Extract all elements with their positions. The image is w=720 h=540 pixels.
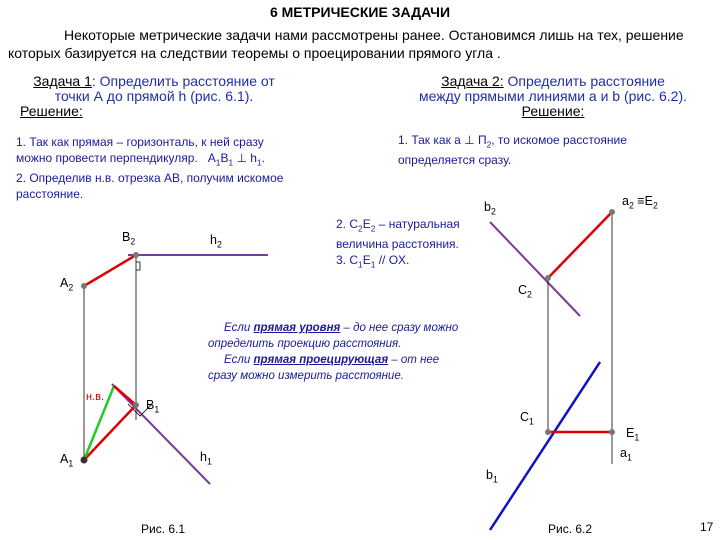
label-e1: $E_1$ xyxy=(626,426,640,443)
task2-step1: 1. Так как a ⊥ $П_2$, то искомое расстояние определяется сразу. xyxy=(398,133,627,168)
page-title: 6 МЕТРИЧЕСКИЕ ЗАДАЧИ xyxy=(269,4,451,20)
figure-6-2 xyxy=(490,209,615,530)
label-b2: $B_2$ xyxy=(122,230,136,247)
point-b1 xyxy=(133,402,139,408)
task1-step2-line2: расстояние. xyxy=(16,187,84,202)
label-h1: $h_1$ xyxy=(200,450,212,467)
label-c2: $C_2$ xyxy=(518,283,532,300)
figure-6-1 xyxy=(81,252,269,484)
task1-step1-line2: можно провести перпендикуляр. $A_1B_1$ ⊥ $h_1$. xyxy=(16,151,265,168)
label-c1: $C_1$ xyxy=(520,410,534,427)
label-a2: $A_2$ xyxy=(60,276,74,293)
label-h2: $h_2$ xyxy=(210,233,222,250)
label-a1: $A_1$ xyxy=(60,452,74,469)
task1-solution: Решение: xyxy=(20,103,83,119)
figure2-caption: Рис. 6.2 xyxy=(548,522,593,536)
point-a2 xyxy=(81,283,87,289)
task1-title-line2: точки А до прямой h (рис. 6.1). xyxy=(54,88,254,104)
task1-step2-line1: 2. Определив н.в. отрезка АВ, получим искомое xyxy=(16,171,284,186)
label-nv: н.в. xyxy=(86,391,105,403)
task1-step1-line1: 1. Так как прямая – горизонталь, к ней сразу xyxy=(16,135,264,149)
label-a2e2: $a_2 \equiv E_2$ xyxy=(622,194,658,211)
label-b1: $B_1$ xyxy=(146,398,160,415)
task2-title-prefix: Задача 2: xyxy=(441,73,504,89)
a1b1-segment xyxy=(84,405,136,460)
point-c1 xyxy=(545,429,551,435)
point-b2 xyxy=(133,252,139,258)
task1-title-prefix: Задача 1 xyxy=(33,73,92,89)
point-e1 xyxy=(609,429,615,435)
task2-step2-3: 2. $C_2E_2$ – натуральная величина расстояния. 3. $C_1E_1$ // OX. xyxy=(336,217,460,270)
page-number: 17 xyxy=(700,520,714,534)
h1-line xyxy=(112,384,210,484)
label-a1-line: $a_1$ xyxy=(620,446,632,463)
bracket-mark xyxy=(136,262,140,270)
true-length-top xyxy=(114,386,136,405)
a2b2-segment xyxy=(84,255,136,286)
label-b2-line: $b_2$ xyxy=(484,200,496,217)
figure1-caption: Рис. 6.1 xyxy=(141,522,186,536)
b1-line xyxy=(490,362,600,530)
task2-solution: Решение: xyxy=(521,103,585,119)
task2-title-line2: между прямыми линиями a и b (рис. 6.2). xyxy=(418,88,688,104)
point-c2 xyxy=(545,275,551,281)
point-a1 xyxy=(81,457,88,464)
task2-title-rest: Определить расстояние xyxy=(503,73,665,89)
note-block: Если прямая уровня – до нее сразу можно определить проекцию расстояния. Если прямая проецирующая – от нее сразу можно измерить расстояние. xyxy=(208,322,459,382)
point-a2e2 xyxy=(609,209,615,215)
c2e2-segment xyxy=(548,212,612,278)
task1-title-rest: : Определить расстояние от xyxy=(91,73,275,89)
b2-line xyxy=(490,222,580,316)
intro-paragraph: Некоторые метрические задачи нами рассмотрены ранее. Остановимся лишь на тех, решение которых базируется на следствии теоремы о проецировании прямого угла . xyxy=(8,27,684,61)
label-b1-line: $b_1$ xyxy=(486,468,498,485)
